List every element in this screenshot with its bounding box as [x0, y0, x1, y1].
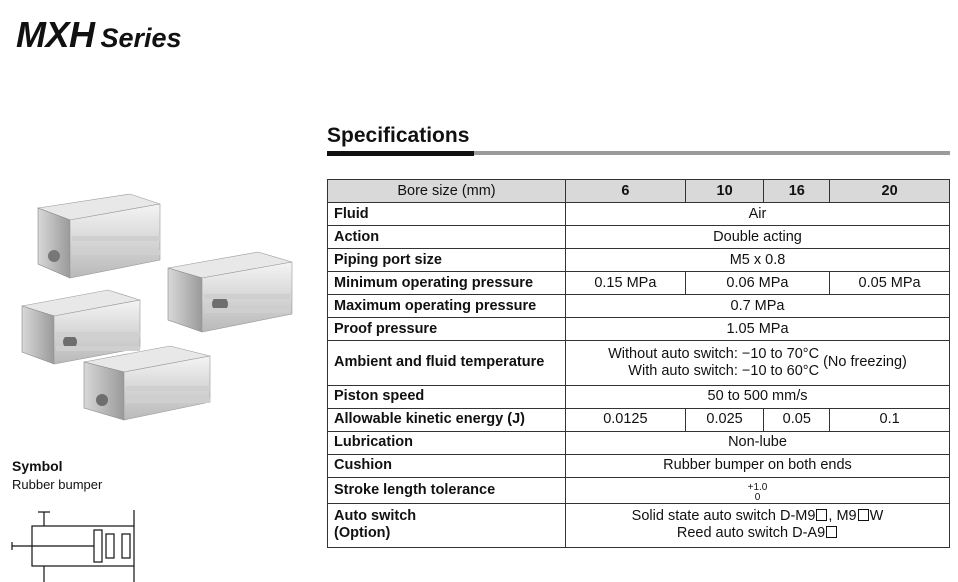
- solid-state-switch-text: Solid state auto switch D-M9: [631, 508, 816, 525]
- bore-10-header: 10: [685, 180, 764, 203]
- tolerance-lower: 0: [754, 491, 761, 503]
- series-suffix: Series: [100, 23, 182, 53]
- row-label: Action: [328, 226, 566, 249]
- table-row-piston-speed: [328, 385, 950, 408]
- row-label: Piston speed: [328, 385, 566, 408]
- series-name: MXH: [16, 14, 95, 55]
- series-title: [16, 14, 182, 56]
- row-value: Double acting: [566, 226, 950, 249]
- temperature-note: (No freezing): [823, 354, 907, 371]
- bore-size-header: Bore size (mm): [328, 180, 566, 203]
- row-value: Non-lube: [566, 431, 950, 454]
- row-value: 0.025: [685, 408, 764, 431]
- row-value: [566, 503, 950, 547]
- row-value: Air: [566, 203, 950, 226]
- table-row-auto-switch: [328, 503, 950, 547]
- table-row-cushion: [328, 454, 950, 477]
- table-row-proof-pressure: [328, 318, 950, 341]
- placeholder-box-icon: [826, 526, 837, 538]
- cylinder-unit-4: [84, 346, 210, 420]
- row-value: Rubber bumper on both ends: [566, 454, 950, 477]
- bore-6-header: 6: [566, 180, 686, 203]
- auto-switch-label: Auto switch: [334, 508, 417, 525]
- row-label: Maximum operating pressure: [328, 295, 566, 318]
- row-value: 0.15 MPa: [566, 272, 686, 295]
- row-label: Fluid: [328, 203, 566, 226]
- table-row-fluid: [328, 203, 950, 226]
- symbol-subtitle: Rubber bumper: [12, 477, 103, 492]
- row-label: Piping port size: [328, 249, 566, 272]
- row-label: Ambient and fluid temperature: [328, 341, 566, 385]
- row-value: 50 to 500 mm/s: [566, 385, 950, 408]
- table-row-kinetic-energy: [328, 408, 950, 431]
- row-label: [328, 503, 566, 547]
- pneumatic-symbol-diagram: [10, 500, 150, 582]
- table-row-stroke-tolerance: [328, 477, 950, 503]
- row-value: M5 x 0.8: [566, 249, 950, 272]
- temperature-with-switch: With auto switch: −10 to 60°C: [628, 362, 820, 379]
- row-value: 0.05: [764, 408, 830, 431]
- solid-state-switch-text-3: W: [869, 508, 884, 525]
- row-value: [566, 477, 950, 503]
- table-row-action: [328, 226, 950, 249]
- row-value: 0.0125: [566, 408, 686, 431]
- table-row-lubrication: [328, 431, 950, 454]
- bore-16-header: 16: [764, 180, 830, 203]
- cylinder-unit-1: [38, 194, 160, 278]
- table-header-row: [328, 180, 950, 203]
- table-row-min-pressure: [328, 272, 950, 295]
- row-label: Lubrication: [328, 431, 566, 454]
- product-image: [10, 186, 310, 436]
- row-value: 0.7 MPa: [566, 295, 950, 318]
- table-row-temperature: [328, 341, 950, 385]
- tolerance-upper: +1.0: [747, 481, 768, 493]
- bore-20-header: 20: [830, 180, 950, 203]
- row-value: 0.06 MPa: [685, 272, 829, 295]
- specifications-heading: Specifications: [327, 124, 470, 147]
- placeholder-box-icon: [858, 509, 869, 521]
- cylinder-unit-3: [22, 290, 140, 364]
- row-label: Minimum operating pressure: [328, 272, 566, 295]
- table-row-max-pressure: [328, 295, 950, 318]
- row-label: Stroke length tolerance: [328, 477, 566, 503]
- cylinder-unit-2: [168, 252, 292, 332]
- row-value: 1.05 MPa: [566, 318, 950, 341]
- row-label: Proof pressure: [328, 318, 566, 341]
- row-label: Allowable kinetic energy (J): [328, 408, 566, 431]
- placeholder-box-icon: [816, 509, 827, 521]
- symbol-title: Symbol: [12, 458, 63, 474]
- specifications-table: [327, 179, 950, 548]
- heading-rule-accent: [327, 151, 474, 156]
- solid-state-switch-text-2: , M9: [828, 508, 857, 525]
- row-value: 0.1: [830, 408, 950, 431]
- table-row-piping-port: [328, 249, 950, 272]
- row-value: 0.05 MPa: [830, 272, 950, 295]
- auto-switch-option-label: (Option): [334, 525, 391, 542]
- row-value: [566, 341, 950, 385]
- row-label: Cushion: [328, 454, 566, 477]
- reed-switch-text: Reed auto switch D-A9: [676, 525, 826, 542]
- temperature-without-switch: Without auto switch: −10 to 70°C: [608, 345, 820, 362]
